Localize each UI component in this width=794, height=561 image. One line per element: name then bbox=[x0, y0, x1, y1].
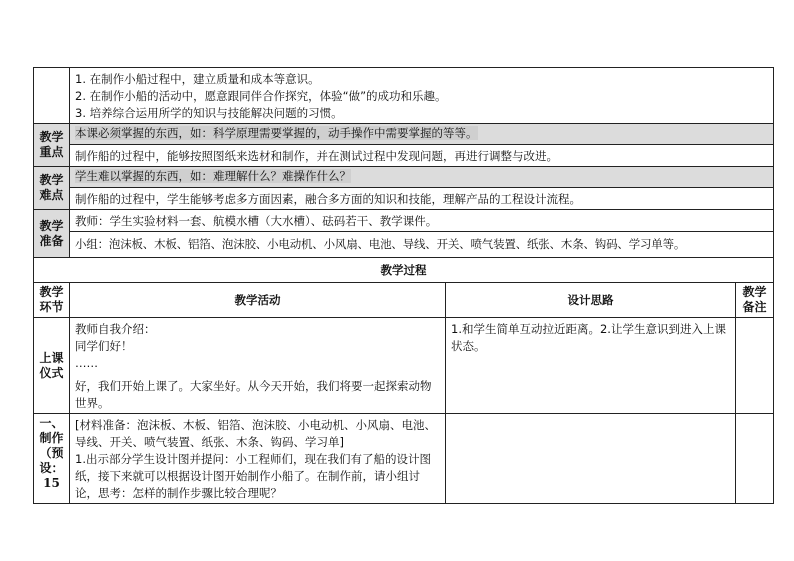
key-points-hint-row bbox=[34, 124, 774, 145]
header-activity: 教学活动 bbox=[70, 283, 446, 318]
design-making bbox=[446, 414, 736, 504]
header-design: 设计思路 bbox=[446, 283, 736, 318]
making-line-1: [材料准备：泡沫板、木板、铝箔、泡沫胶、小电动机、小风扇、电池、导线、开关、喷气装置、纸张、木条、钩码、学习单] bbox=[75, 418, 436, 449]
process-title-row bbox=[34, 258, 774, 283]
key-points-content: 制作船的过程中，能够按照图纸来选材和制作，并在测试过程中发现问题，再进行调整与改进。 bbox=[70, 145, 774, 167]
stage-ceremony: 上课仪式 bbox=[34, 318, 70, 414]
ceremony-line-2: 同学们好！ bbox=[75, 339, 133, 353]
process-title: 教学过程 bbox=[34, 258, 774, 283]
objectives-label-cell bbox=[34, 68, 70, 124]
key-points-label: 教学重点 bbox=[34, 124, 70, 167]
preparation-group: 小组：泡沫板、木板、铝箔、泡沫胶、小电动机、小风扇、电池、导线、开关、喷气装置、纸张、木条、钩码、学习单等。 bbox=[70, 232, 774, 258]
preparation-teacher: 教师：学生实验材料一套、航模水槽（大水槽）、砝码若干、教学课件。 bbox=[70, 210, 774, 232]
process-row-making bbox=[34, 414, 774, 504]
making-line-2: 1.出示部分学生设计图并提问：小工程师们，现在我们有了船的设计图纸，接下来就可以根据设计图开始制作小船了。在制作前，请小组讨论，思考：怎样的制作步骤比较合理呢？ bbox=[75, 452, 431, 500]
key-points-hint bbox=[70, 124, 774, 145]
objectives-cell bbox=[70, 68, 774, 124]
notes-ceremony bbox=[736, 318, 774, 414]
key-points-content-row bbox=[34, 145, 774, 167]
header-notes: 教学备注 bbox=[736, 283, 774, 318]
activity-making bbox=[70, 414, 446, 504]
difficulties-hint-text: 学生难以掌握的东西，如：难理解什么？难操作什么？ bbox=[75, 169, 351, 183]
lesson-plan-table bbox=[33, 67, 774, 504]
objectives-row bbox=[34, 68, 774, 124]
lesson-plan-page bbox=[33, 67, 773, 504]
process-row-ceremony bbox=[34, 318, 774, 414]
process-header-row bbox=[34, 283, 774, 318]
objective-line-3: 3. 培养综合运用所学的知识与技能解决问题的习惯。 bbox=[75, 106, 343, 120]
design-ceremony: 1.和学生简单互动拉近距离。2.让学生意识到进入上课状态。 bbox=[446, 318, 736, 414]
difficulties-content: 制作船的过程中，学生能够考虑多方面因素，融合多方面的知识和技能，理解产品的工程设计流程。 bbox=[70, 188, 774, 210]
objective-line-2: 2. 在制作小船的活动中，愿意跟同伴合作探究，体验“做”的成功和乐趣。 bbox=[75, 89, 447, 103]
difficulties-hint-row bbox=[34, 167, 774, 188]
preparation-group-row bbox=[34, 232, 774, 258]
difficulties-label: 教学难点 bbox=[34, 167, 70, 210]
ceremony-line-1: 教师自我介绍： bbox=[75, 322, 156, 336]
preparation-teacher-row bbox=[34, 210, 774, 232]
ceremony-line-4: 好，我们开始上课了。大家坐好。从今天开始，我们将要一起探索动物世界。 bbox=[75, 379, 432, 410]
header-stage: 教学环节 bbox=[34, 283, 70, 318]
activity-ceremony bbox=[70, 318, 446, 414]
notes-making bbox=[736, 414, 774, 504]
objective-line-1: 1. 在制作小船过程中，建立质量和成本等意识。 bbox=[75, 72, 320, 86]
stage-making: 一、制作（预设：15 bbox=[34, 414, 70, 504]
preparation-label: 教学准备 bbox=[34, 210, 70, 258]
key-points-hint-text: 本课必须掌握的东西，如：科学原理需要掌握的，动手操作中需要掌握的等等。 bbox=[75, 126, 478, 140]
ceremony-line-3: …… bbox=[75, 356, 98, 370]
difficulties-hint bbox=[70, 167, 774, 188]
difficulties-content-row bbox=[34, 188, 774, 210]
